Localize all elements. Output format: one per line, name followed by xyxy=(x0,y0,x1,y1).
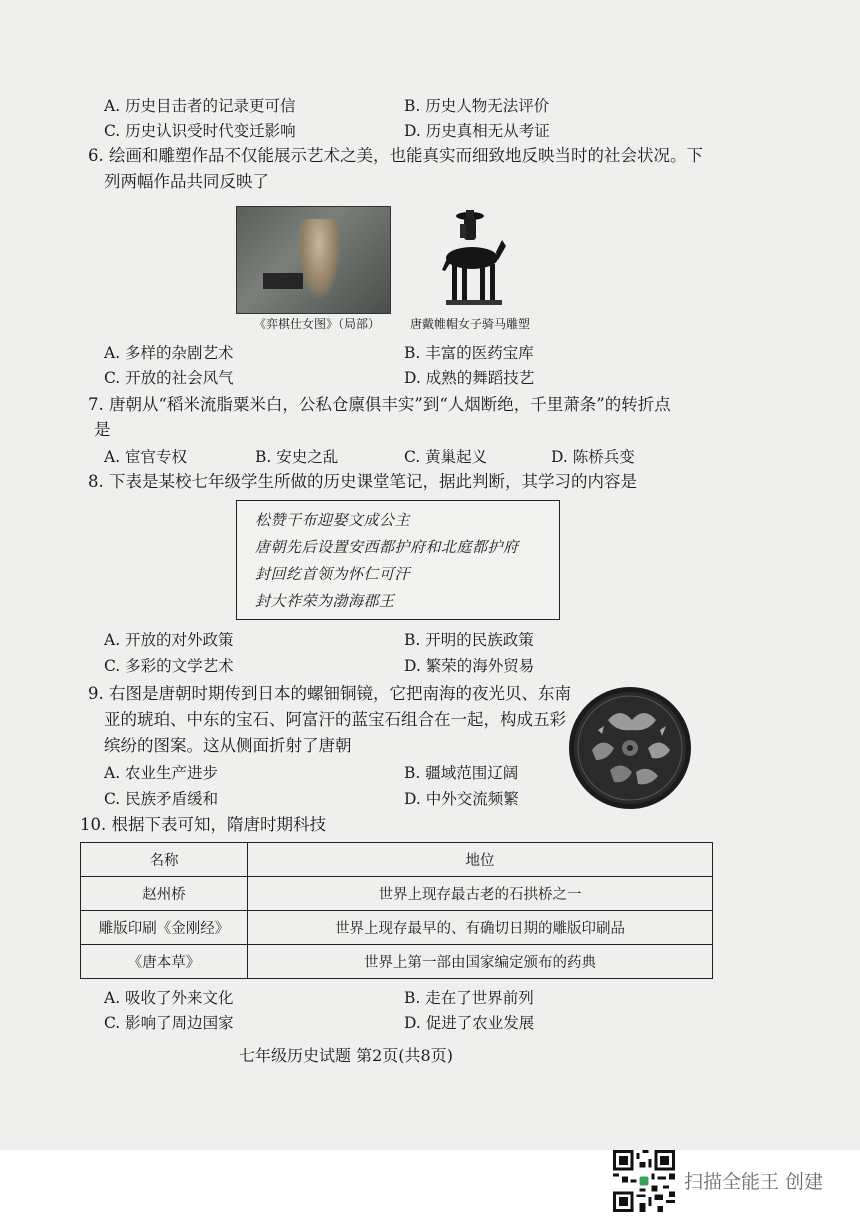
table-header-row xyxy=(81,843,713,877)
q9-stem-line2: 亚的琥珀、中东的宝石、阿富汗的蓝宝石组合在一起，构成五彩 xyxy=(104,710,566,729)
q9-stem-line1: 9. 右图是唐朝时期传到日本的螺钿铜镜，它把南海的夜光贝、东南 xyxy=(88,684,571,703)
q6-stem-line2: 列两幅作品共同反映了 xyxy=(104,172,269,191)
page-footer: 七年级历史试题 第2页(共8页) xyxy=(239,1046,453,1065)
q9-option-b: B. 疆域范围辽阔 xyxy=(404,764,519,782)
horse-rider-sculpture xyxy=(436,206,506,316)
q9-option-a: A. 农业生产进步 xyxy=(104,764,219,782)
q7-option-d: D. 陈桥兵变 xyxy=(551,448,635,466)
q8-option-d: D. 繁荣的海外贸易 xyxy=(404,657,535,675)
note-line: 封大祚荣为渤海郡王 xyxy=(255,592,395,610)
q6-option-c: C. 开放的社会风气 xyxy=(104,369,234,387)
row-name: 《唐本草》 xyxy=(81,945,248,979)
q6-option-a: A. 多样的杂剧艺术 xyxy=(104,344,234,362)
q8-option-b: B. 开明的民族政策 xyxy=(404,631,534,649)
qr-code-icon[interactable] xyxy=(613,1150,675,1212)
q6-option-d: D. 成熟的舞蹈技艺 xyxy=(404,369,535,387)
note-line: 唐朝先后设置安西都护府和北庭都护府 xyxy=(255,538,519,556)
row-status: 世界上现存最古老的石拱桥之一 xyxy=(248,877,713,911)
class-notes-box xyxy=(236,500,560,620)
table-row xyxy=(81,877,713,911)
q8-option-a: A. 开放的对外政策 xyxy=(104,631,234,649)
row-name: 赵州桥 xyxy=(81,877,248,911)
q5-option-d: D. 历史真相无从考证 xyxy=(404,122,550,140)
q7-option-a: A. 宦官专权 xyxy=(104,448,188,466)
q7-option-c: C. 黄巢起义 xyxy=(404,448,488,466)
q8-option-c: C. 多彩的文学艺术 xyxy=(104,657,234,675)
q7-stem-line1: 7. 唐朝从“稻米流脂粟米白，公私仓廪俱丰实”到“人烟断绝，千里萧条”的转折点 xyxy=(88,395,671,414)
q6-option-b: B. 丰富的医药宝库 xyxy=(404,344,534,362)
header-name: 名称 xyxy=(81,843,248,877)
q9-option-d: D. 中外交流频繁 xyxy=(404,790,519,808)
scanner-watermark: 扫描全能王 创建 xyxy=(684,1171,824,1193)
q9-stem-line3: 缤纷的图案。这从侧面折射了唐朝 xyxy=(104,736,352,755)
q7-stem-line2: 是 xyxy=(94,420,111,439)
bronze-mirror-image xyxy=(568,686,692,810)
note-line: 封回纥首领为怀仁可汗 xyxy=(255,565,411,583)
row-name: 雕版印刷《金刚经》 xyxy=(81,911,248,945)
table-row xyxy=(81,945,713,979)
q10-stem: 10. 根据下表可知，隋唐时期科技 xyxy=(80,815,326,834)
q6-stem-line1: 6. 绘画和雕塑作品不仅能展示艺术之美，也能真实而细致地反映当时的社会状况。下 xyxy=(88,146,703,165)
q5-option-b: B. 历史人物无法评价 xyxy=(404,97,550,115)
row-status: 世界上现存最早的、有确切日期的雕版印刷品 xyxy=(248,911,713,945)
q8-stem: 8. 下表是某校七年级学生所做的历史课堂笔记，据此判断，其学习的内容是 xyxy=(88,472,637,491)
q7-option-b: B. 安史之乱 xyxy=(255,448,339,466)
note-line: 松赞干布迎娶文成公主 xyxy=(255,511,411,529)
q10-option-b: B. 走在了世界前列 xyxy=(404,989,534,1007)
q10-option-d: D. 促进了农业发展 xyxy=(404,1014,535,1032)
q10-option-a: A. 吸收了外来文化 xyxy=(104,989,234,1007)
weiqi-lady-painting xyxy=(236,206,391,314)
q10-option-c: C. 影响了周边国家 xyxy=(104,1014,234,1032)
science-achievements-table xyxy=(80,842,713,979)
header-status: 地位 xyxy=(248,843,713,877)
q5-option-c: C. 历史认识受时代变迁影响 xyxy=(104,122,296,140)
table-row xyxy=(81,911,713,945)
row-status: 世界上第一部由国家编定颁布的药典 xyxy=(248,945,713,979)
q9-option-c: C. 民族矛盾缓和 xyxy=(104,790,219,808)
q5-option-a: A. 历史目击者的记录更可信 xyxy=(104,97,296,115)
painting-caption: 《弈棋仕女图》（局部） xyxy=(254,317,381,331)
sculpture-caption: 唐戴帷帽女子骑马雕塑 xyxy=(410,317,531,331)
